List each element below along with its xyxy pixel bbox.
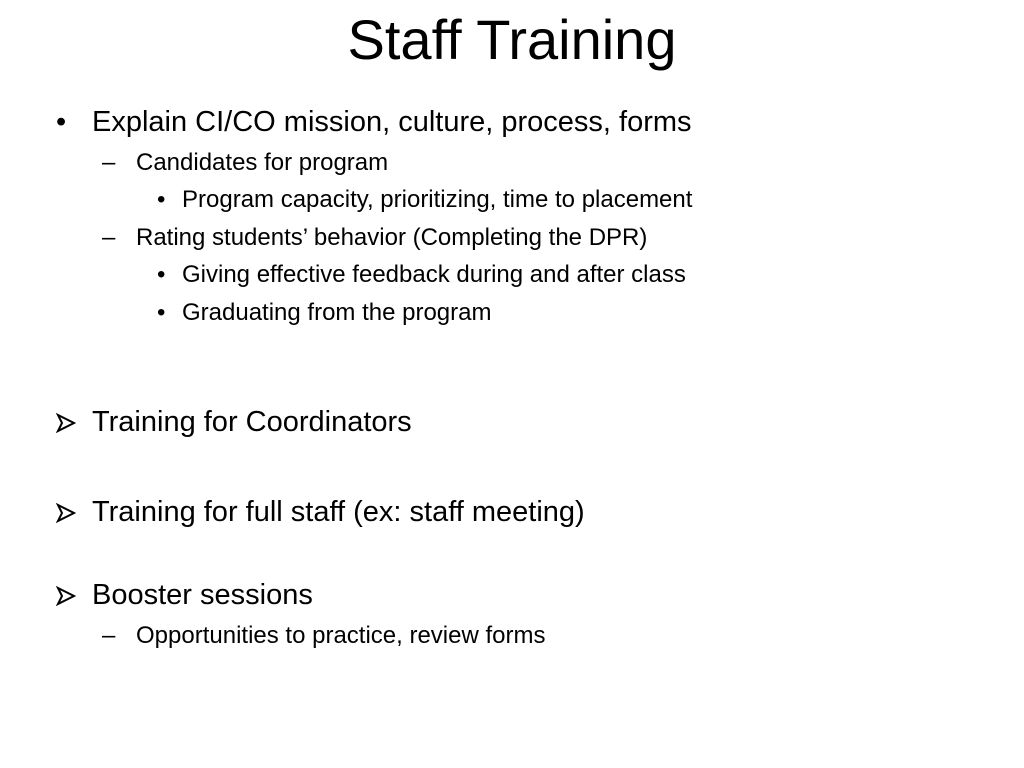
slide-title: Staff Training — [347, 8, 677, 71]
list-item-text: Booster sessions — [92, 579, 313, 611]
list-item-text: Program capacity, prioritizing, time to placement — [182, 186, 693, 213]
bullet-marker: • — [157, 186, 166, 213]
bullet-marker: • — [157, 261, 166, 288]
list-item-text: Graduating from the program — [182, 299, 492, 326]
list-item-text: Candidates for program — [136, 149, 389, 176]
bullet-marker: • — [157, 299, 166, 326]
list-item-text: Training for Coordinators — [92, 406, 412, 438]
arrow-bullet-icon — [56, 413, 76, 433]
dash-marker: – — [102, 224, 116, 251]
dash-marker: – — [102, 149, 116, 176]
list-item-text: Opportunities to practice, review forms — [136, 622, 546, 649]
arrow-bullet-icon — [56, 586, 76, 606]
list-item-text: Training for full staff (ex: staff meeting) — [92, 496, 585, 528]
dash-marker: – — [102, 622, 116, 649]
list-item-text: Explain CI/CO mission, culture, process, forms — [92, 106, 692, 138]
list-item-text: Rating students’ behavior (Completing the DPR) — [136, 224, 648, 251]
arrow-bullet-icon — [56, 503, 76, 523]
bullet-marker: • — [56, 106, 67, 138]
list-item-text: Giving effective feedback during and after class — [182, 261, 686, 288]
